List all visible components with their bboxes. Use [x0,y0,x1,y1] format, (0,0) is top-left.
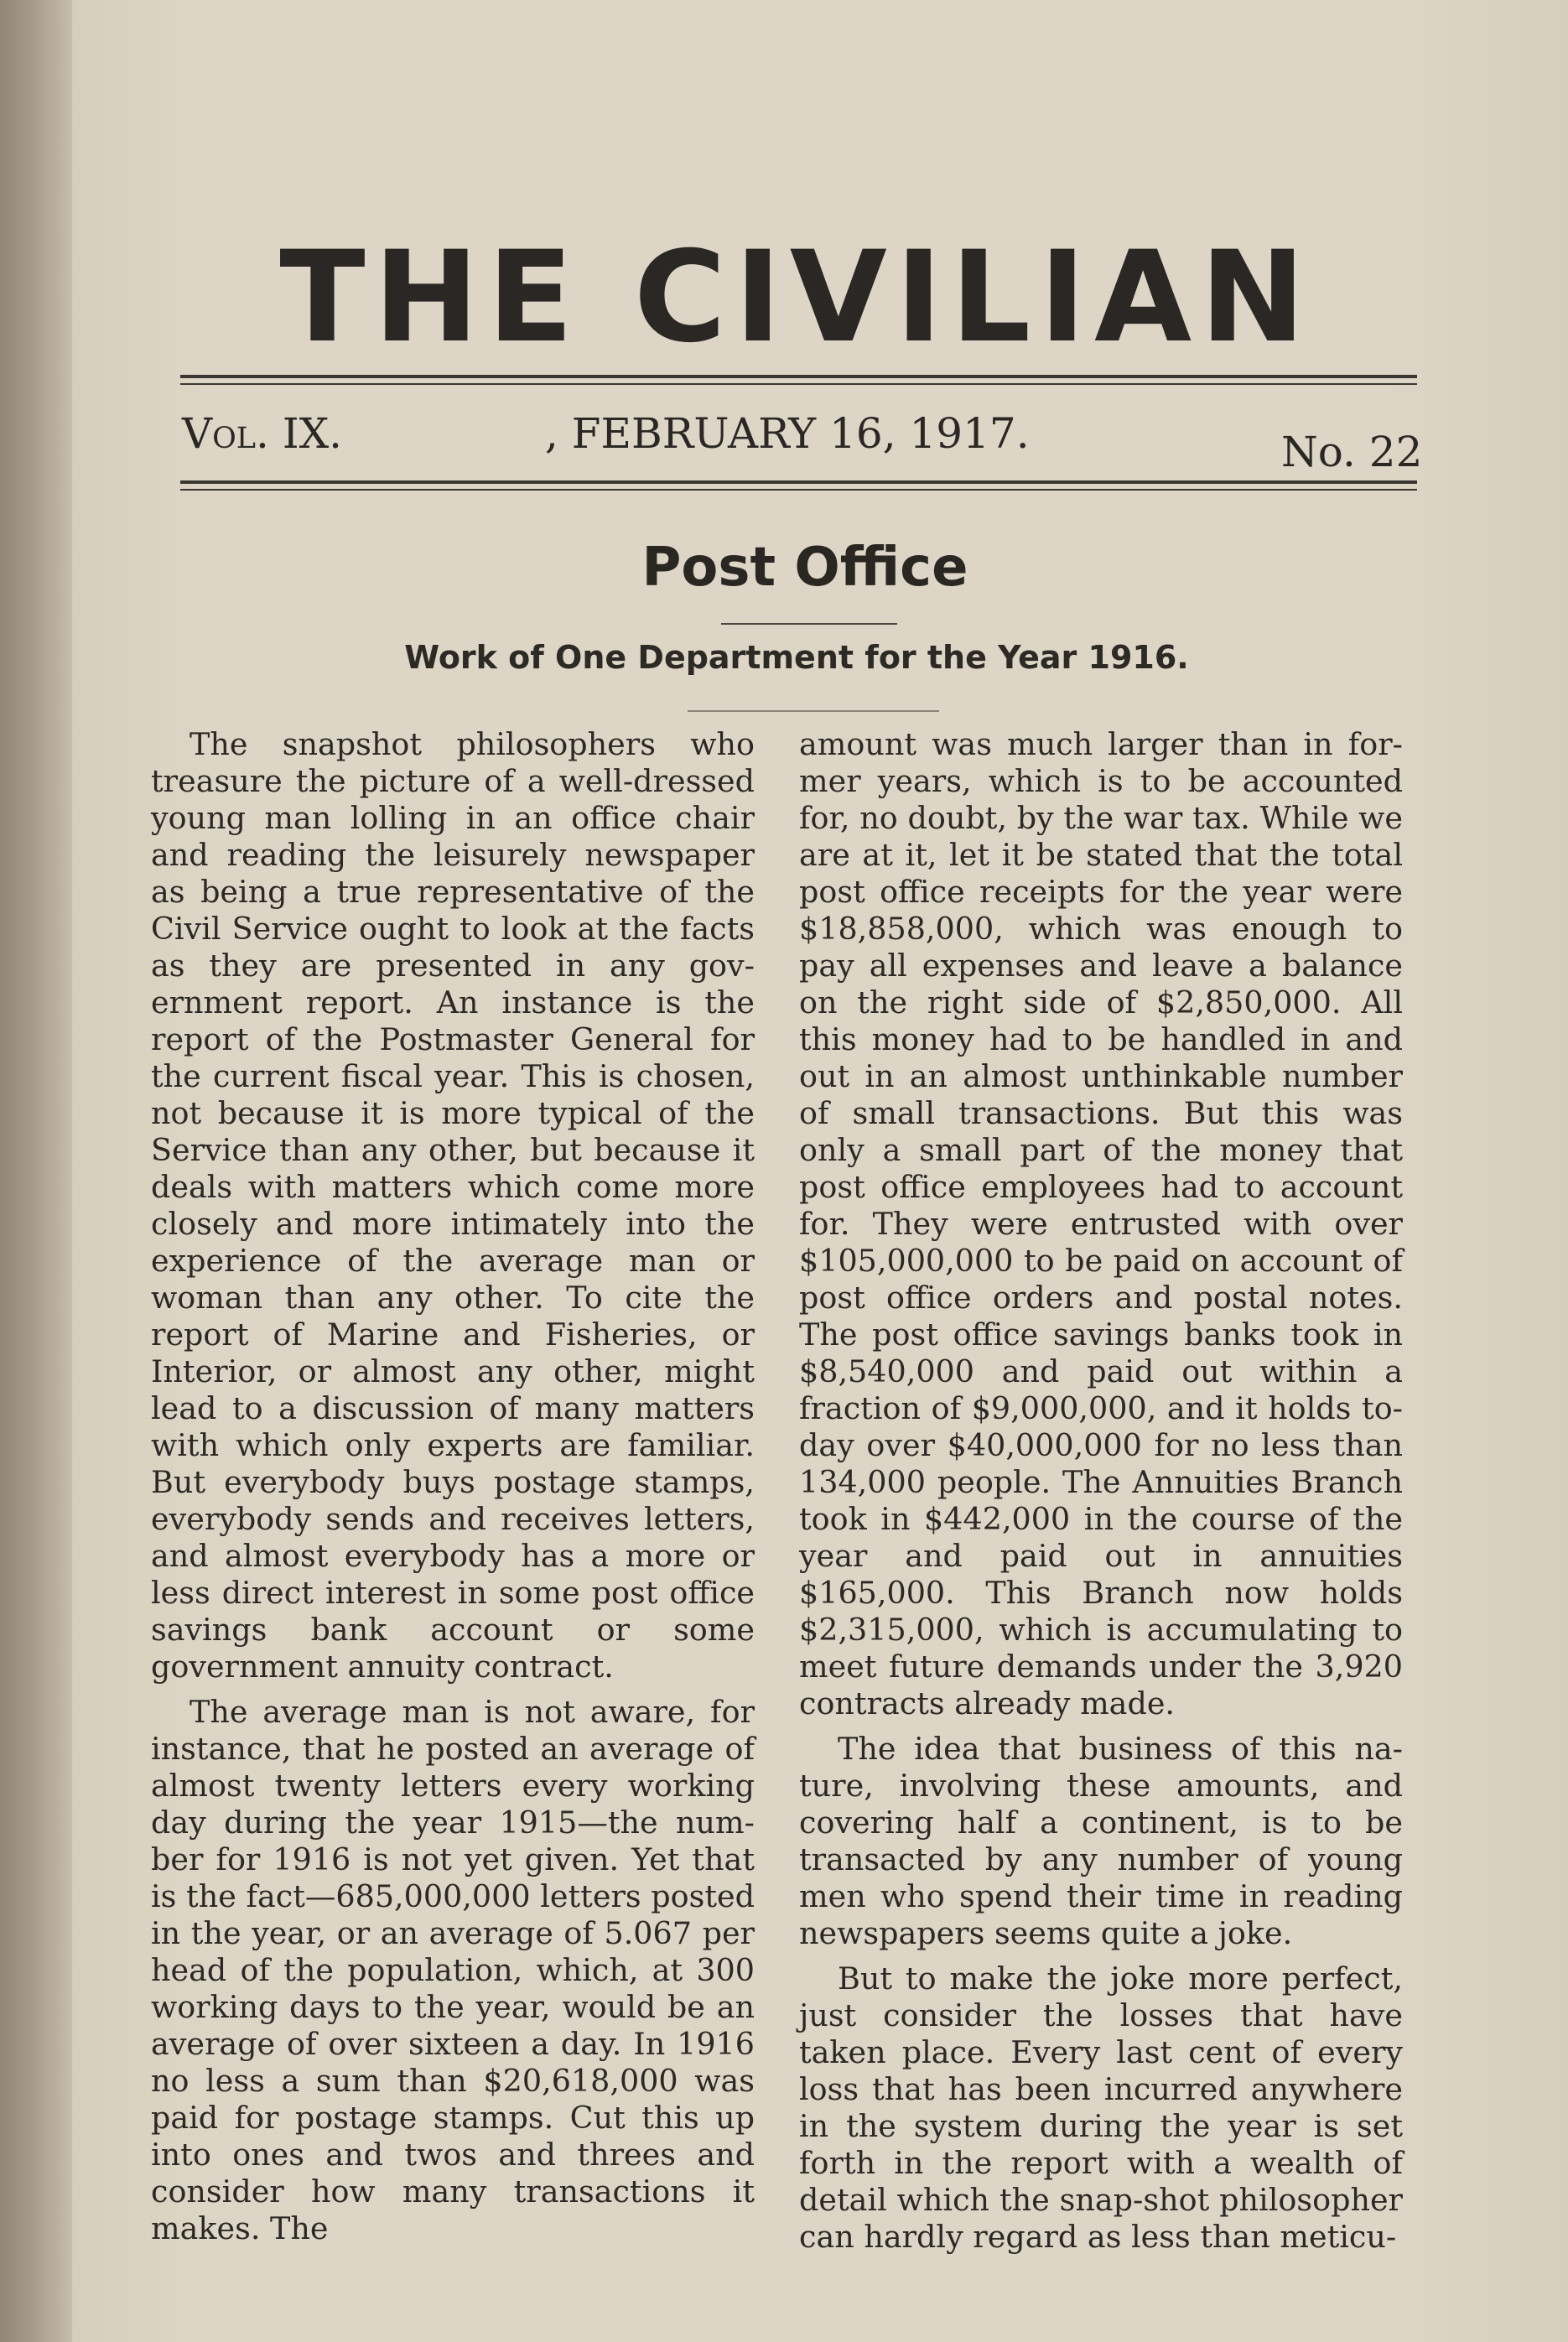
issue-date: , FEBRUARY 16, 1917. [545,409,1030,458]
paragraph: But to make the joke more perfect, just consider the losses that have taken place. Every last cent of every loss that has been incurred anywhere in the system during the year is set forth in the report with a wealth of detail which the snap-shot philosopher can hardly regard as less than meticu- [799,1960,1403,2255]
masthead-rule-top [180,375,1417,385]
issue-number: No. 22 [1281,428,1423,476]
paragraph: The snapshot philosophers who treasure the picture of a well-dressed young man lolling in an office chair and reading the leisurely newspaper as being a true representative of the Civil Service ought to look at the facts as they are presented in any government report. An instance is the report of the Postmaster General for the current fiscal year. This is chosen, not because it is more typical of the Service than any other, but because it deals with matters which come more closely and more intimately into the experience of the average man or woman than any other. To cite the report of Marine and Fisheries, or Interior, or almost any other, might lead to a discussion of many matters with which only experts are familiar. But everybody buys postage stamps, everybody sends and receives letters, and almost everybody has a more or less direct interest in some post office savings bank account or some government annuity contract. [151,726,755,1685]
paragraph: The average man is not aware, for instance, that he posted an average of almost twenty letters every working day during the year 1915—the number for 1916 is not yet given. Yet that is the fact—685,000,000 letters posted in the year, or an average of 5.067 per head of the population, which, at 300 working days to the year, would be an average of over sixteen a day. In 1916 no less a sum than $20,618,000 was paid for postage stamps. Cut this up into ones and twos and threes and consider how many transactions it makes. The [151,1694,755,2246]
volume-label: Vol. IX. [182,409,343,458]
paragraph: The idea that business of this nature, involving these amounts, and covering half a continent, is to be transacted by any number of young men who spend their time in reading newspapers seems quite a joke. [799,1731,1403,1951]
masthead-rule-bottom [180,480,1417,491]
article-column-right [799,726,1403,2256]
article-column-left [151,726,755,2247]
masthead-title: THE CIVILIAN [279,225,1314,371]
paragraph: amount was much larger than in former years, which is to be accounted for, no doubt, by the war tax. While we are at it, let it be stated that the total post office receipts for the year were $18,858,000, which was enough to pay all expenses and leave a balance on the right side of $2,850,000. All this money had to be handled in and out in an almost unthinkable number of small transactions. But this was only a small part of the money that post office employees had to account for. They were entrusted with over $105,000,000 to be paid on account of post office orders and postal notes. The post office savings banks took in $8,540,000 and paid out within a fraction of $9,000,000, and it holds to-day over $40,000,000 for no less than 134,000 people. The Annuities Branch took in $442,000 in the course of the year and paid out in annuities $165,000. This Branch now holds $2,315,000, which is accumulating to meet future demands under the 3,920 contracts already made. [799,726,1403,1721]
subhead-divider [688,710,939,712]
article-headline: Post Office [641,537,968,599]
headline-divider [721,623,897,625]
binding-spine [0,0,72,2342]
article-subhead: Work of One Department for the Year 1916. [404,639,1189,676]
